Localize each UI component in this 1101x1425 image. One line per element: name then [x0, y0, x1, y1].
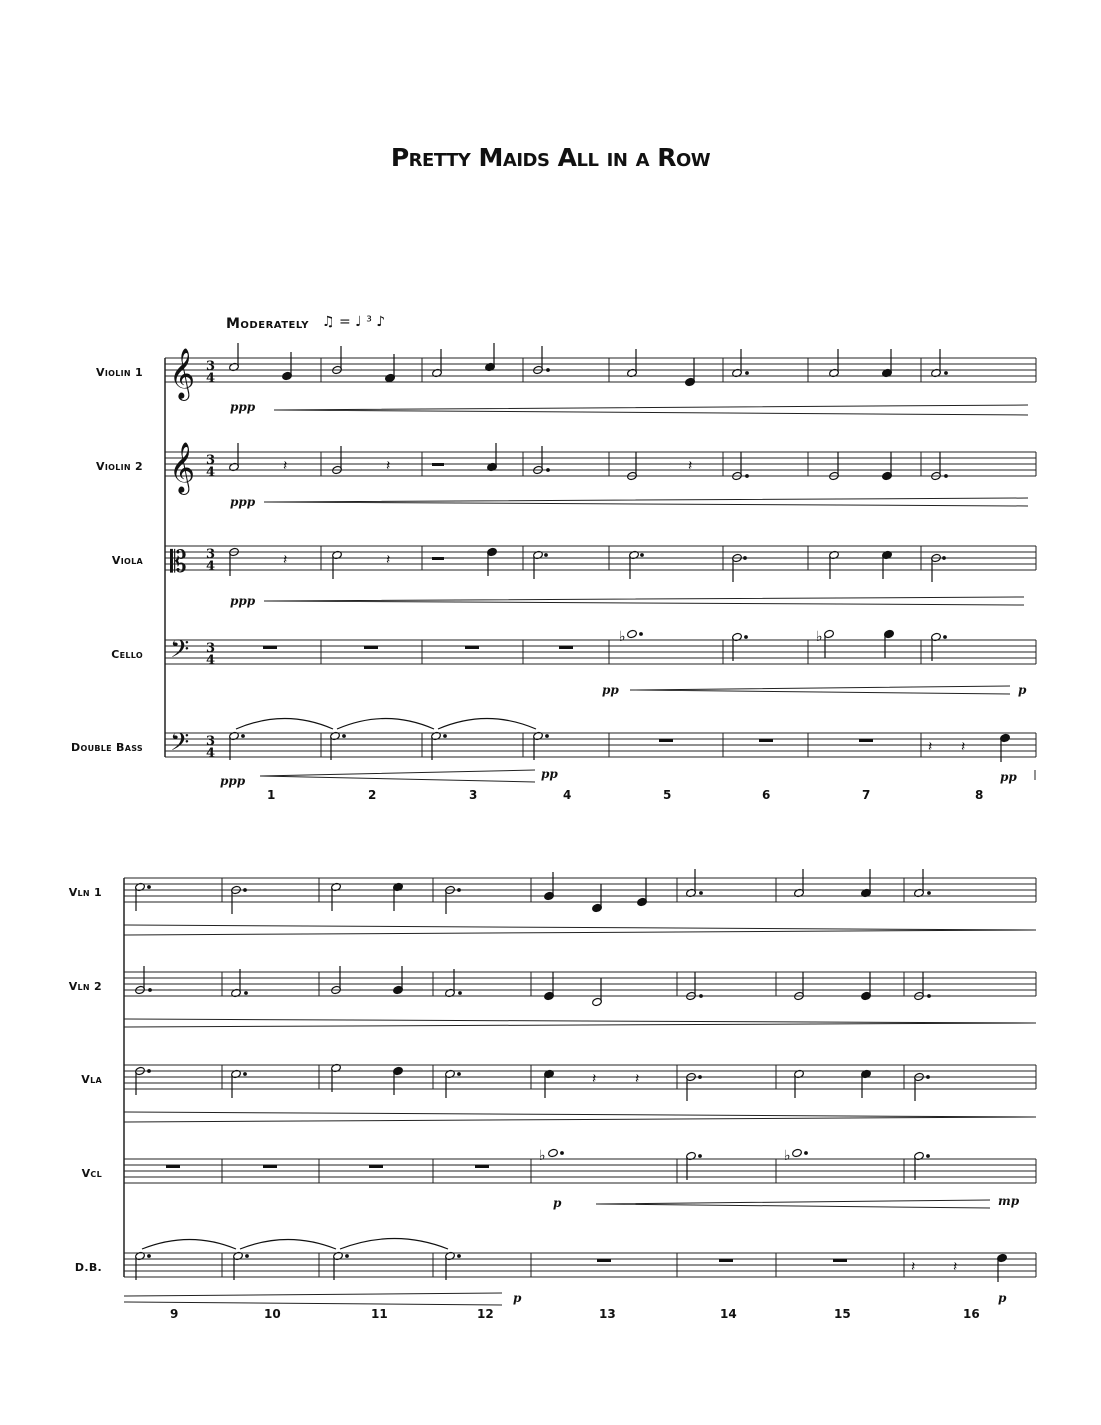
- bass-clef-icon: 𝄢: [170, 635, 190, 670]
- svg-text:𝄽: 𝄽: [953, 1259, 958, 1275]
- double-bass-rests: [659, 739, 965, 755]
- svg-text:♭: ♭: [539, 1148, 546, 1164]
- svg-text:𝄽: 𝄽: [635, 1071, 640, 1087]
- measure-number: 4: [563, 788, 572, 802]
- dynamic-vcl2-start: p: [553, 1196, 562, 1210]
- measure-number: 15: [834, 1307, 851, 1321]
- dynamic-vcl-start: pp: [602, 683, 619, 697]
- measure-number: 5: [663, 788, 672, 802]
- dynamic-db2-end: p: [998, 1291, 1007, 1305]
- svg-text:𝄽: 𝄽: [386, 552, 391, 568]
- instrument-label-cello: Cello: [111, 648, 143, 661]
- instrument-label-viola: Viola: [111, 554, 143, 567]
- score-title: Pretty Maids All in a Row: [390, 143, 711, 172]
- system-2-staves: [124, 878, 1036, 1277]
- staff-viola: [165, 546, 1036, 570]
- dynamic-vcl-end: p: [1018, 683, 1027, 697]
- instrument-label-violin-1: Violin 1: [96, 366, 143, 379]
- measure-number: 7: [862, 788, 871, 802]
- measure-number: 11: [371, 1307, 388, 1321]
- svg-text:𝄽: 𝄽: [928, 739, 933, 755]
- measure-number: 1: [267, 788, 276, 802]
- tempo-equivalence: ♫ = ♩ ³ ♪: [322, 314, 386, 330]
- instrument-label-vln-1: Vln 1: [68, 886, 102, 899]
- viola-notes: [229, 547, 946, 582]
- svg-text:4: 4: [206, 465, 216, 480]
- measure-number: 13: [599, 1307, 616, 1321]
- treble-clef-icon: 𝄞: [169, 348, 196, 399]
- cello-notes: [263, 629, 946, 661]
- measure-number: 12: [477, 1307, 494, 1321]
- measure-number: 6: [762, 788, 771, 802]
- staff-double-bass: [165, 733, 1036, 757]
- vln-1-notes: [135, 869, 931, 914]
- violin-2-notes: [229, 443, 948, 481]
- system-1-clefs: [169, 348, 195, 763]
- violin-1-notes: [229, 343, 948, 387]
- svg-text:4: 4: [206, 371, 216, 386]
- svg-text:3: 3: [206, 359, 216, 374]
- svg-text:3: 3: [206, 453, 216, 468]
- bass-clef-icon: 𝄢: [170, 728, 190, 763]
- svg-text:𝄽: 𝄽: [283, 458, 288, 474]
- measure-number: 10: [264, 1307, 281, 1321]
- instrument-label-vcl: Vcl: [81, 1167, 102, 1180]
- svg-text:4: 4: [206, 559, 216, 574]
- system-1-time-signatures: [206, 359, 215, 761]
- alto-clef-icon: 𝄡: [170, 545, 187, 580]
- dynamic-db-end: pp: [1000, 770, 1017, 784]
- staff-violin-1: [165, 358, 1036, 382]
- svg-text:3: 3: [206, 547, 216, 562]
- svg-text:♭: ♭: [784, 1148, 791, 1164]
- instrument-label-vla: Vla: [81, 1073, 102, 1086]
- system-2-hairpins: [124, 925, 1036, 1305]
- dynamic-db-mid: pp: [541, 767, 558, 781]
- dynamic-vla: ppp: [230, 594, 256, 608]
- svg-text:𝄽: 𝄽: [386, 458, 391, 474]
- svg-text:4: 4: [206, 746, 216, 761]
- svg-text:𝄽: 𝄽: [592, 1071, 597, 1087]
- instrument-label-double-bass: Double Bass: [71, 741, 143, 754]
- vcl-notes: [166, 1148, 929, 1180]
- svg-text:𝄽: 𝄽: [283, 552, 288, 568]
- svg-text:3: 3: [206, 641, 216, 656]
- dynamic-db2-mid: p: [513, 1291, 522, 1305]
- dynamic-vln1: ppp: [230, 400, 256, 414]
- db-rests: [597, 1259, 957, 1275]
- staff-vln-2: [124, 972, 1036, 996]
- instrument-label-vln-2: Vln 2: [68, 980, 102, 993]
- svg-text:3: 3: [206, 734, 216, 749]
- svg-text:𝄽: 𝄽: [911, 1259, 916, 1275]
- measure-number: 14: [720, 1307, 737, 1321]
- staff-vln-1: [124, 878, 1036, 902]
- dynamic-vcl2-end: mp: [998, 1194, 1020, 1208]
- svg-text:♭: ♭: [816, 629, 823, 645]
- instrument-label-violin-2: Violin 2: [96, 460, 143, 473]
- measure-number: 2: [368, 788, 377, 802]
- viola-rests: [283, 552, 390, 568]
- dynamic-vln2: ppp: [230, 495, 256, 509]
- measure-number: 16: [963, 1307, 980, 1321]
- system-1-hairpins: [260, 405, 1035, 782]
- svg-text:4: 4: [206, 653, 216, 668]
- measure-number: 8: [975, 788, 984, 802]
- measure-number: 3: [469, 788, 478, 802]
- treble-clef-icon: 𝄞: [169, 442, 196, 493]
- staff-cello: [165, 640, 1036, 664]
- measure-number: 9: [170, 1307, 179, 1321]
- staff-vcl: [124, 1159, 1036, 1183]
- tempo-marking: Moderately: [226, 316, 309, 332]
- svg-text:♭: ♭: [619, 629, 626, 645]
- vla-rests: [592, 1071, 639, 1087]
- staff-db: [124, 1253, 1036, 1277]
- db-notes: [135, 1239, 1008, 1283]
- double-bass-notes: [229, 719, 1011, 763]
- staff-vla: [124, 1065, 1036, 1089]
- svg-text:𝄽: 𝄽: [688, 458, 693, 474]
- svg-text:𝄽: 𝄽: [961, 739, 966, 755]
- staff-violin-2: [165, 452, 1036, 476]
- vla-notes: [135, 1063, 930, 1101]
- instrument-label-db: D.B.: [74, 1261, 102, 1274]
- dynamic-db-start: ppp: [220, 774, 246, 788]
- system-1-staves: [165, 358, 1036, 757]
